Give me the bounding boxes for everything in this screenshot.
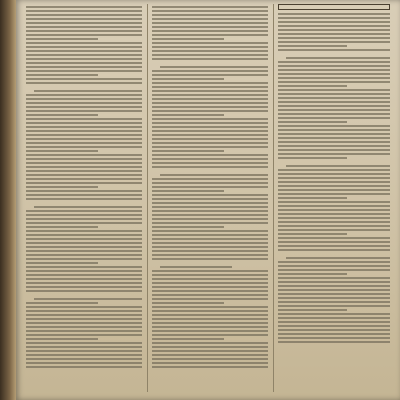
text-line xyxy=(26,234,142,236)
text-line xyxy=(278,217,390,219)
text-line xyxy=(26,70,142,72)
text-line xyxy=(26,122,142,124)
text-line xyxy=(152,42,268,44)
text-line xyxy=(278,209,390,211)
text-line xyxy=(278,197,347,199)
text-line xyxy=(152,298,268,300)
text-line xyxy=(278,13,390,15)
text-line xyxy=(278,117,390,119)
text-line xyxy=(26,118,142,120)
text-line xyxy=(278,109,390,111)
text-line xyxy=(278,265,390,267)
text-line xyxy=(278,85,347,87)
text-line xyxy=(152,38,224,40)
text-line xyxy=(26,254,142,256)
newspaper-page xyxy=(16,0,400,400)
text-line xyxy=(26,186,98,188)
text-line xyxy=(26,18,142,20)
text-line xyxy=(278,177,390,179)
text-line xyxy=(152,254,268,256)
text-line xyxy=(278,309,347,311)
text-line xyxy=(26,354,142,356)
text-line xyxy=(278,185,390,187)
text-line xyxy=(152,130,268,132)
text-line xyxy=(26,362,142,364)
text-line xyxy=(278,297,390,299)
text-line xyxy=(152,310,268,312)
text-line xyxy=(278,137,390,139)
text-line xyxy=(26,58,142,60)
column-1-illegible-text xyxy=(26,6,142,368)
text-line xyxy=(278,81,390,83)
text-line xyxy=(278,293,390,295)
text-line xyxy=(278,225,390,227)
text-line xyxy=(152,322,268,324)
text-line xyxy=(26,150,98,152)
text-line xyxy=(278,157,347,159)
text-line xyxy=(152,258,268,260)
text-line xyxy=(152,178,268,180)
text-line xyxy=(26,38,98,40)
text-line xyxy=(26,138,142,140)
text-line xyxy=(26,258,142,260)
text-line xyxy=(26,358,142,360)
text-line xyxy=(278,305,390,307)
text-line xyxy=(152,134,268,136)
text-line xyxy=(152,282,268,284)
text-line xyxy=(26,82,142,84)
text-line xyxy=(278,313,390,315)
text-line xyxy=(278,169,390,171)
text-line xyxy=(26,166,142,168)
text-line xyxy=(26,154,142,156)
text-line xyxy=(26,270,142,272)
text-line xyxy=(152,126,268,128)
text-line xyxy=(152,154,268,156)
text-line xyxy=(278,105,390,107)
text-line xyxy=(26,238,142,240)
text-line xyxy=(26,146,142,148)
text-line xyxy=(152,30,268,32)
text-line xyxy=(278,221,390,223)
column-3-illegible-text xyxy=(278,13,390,343)
text-line xyxy=(278,133,390,135)
text-line xyxy=(26,278,142,280)
text-line xyxy=(152,306,268,308)
text-line xyxy=(26,266,142,268)
text-line xyxy=(26,222,142,224)
text-line xyxy=(278,237,390,239)
text-line xyxy=(152,122,268,124)
text-line xyxy=(160,174,268,176)
text-line xyxy=(26,6,142,8)
text-line xyxy=(152,162,268,164)
text-line xyxy=(152,206,268,208)
text-line xyxy=(278,25,390,27)
text-line xyxy=(26,366,142,368)
text-line xyxy=(26,250,142,252)
text-line xyxy=(152,34,268,36)
text-line xyxy=(34,298,142,300)
text-line xyxy=(152,194,268,196)
text-line xyxy=(278,285,390,287)
text-line xyxy=(26,230,142,232)
text-line xyxy=(26,290,142,292)
text-line xyxy=(26,22,142,24)
text-line xyxy=(152,202,268,204)
text-line xyxy=(152,366,268,368)
text-line xyxy=(278,101,390,103)
text-line xyxy=(152,74,268,76)
text-line xyxy=(152,10,268,12)
text-line xyxy=(152,114,224,116)
text-line xyxy=(278,37,390,39)
text-line xyxy=(26,190,142,192)
text-line xyxy=(152,166,268,168)
text-line xyxy=(278,173,390,175)
text-line xyxy=(278,229,390,231)
text-line xyxy=(160,66,268,68)
column-rule xyxy=(147,4,148,392)
text-line xyxy=(26,242,142,244)
text-line xyxy=(26,98,142,100)
text-line xyxy=(152,214,268,216)
text-line xyxy=(26,274,142,276)
text-line xyxy=(152,342,268,344)
text-line xyxy=(278,233,347,235)
text-line xyxy=(26,262,98,264)
text-line xyxy=(278,149,390,151)
text-line xyxy=(152,6,268,8)
text-line xyxy=(26,30,142,32)
text-line xyxy=(278,189,390,191)
text-line xyxy=(26,338,98,340)
text-line xyxy=(160,266,232,268)
text-line xyxy=(152,138,268,140)
text-line xyxy=(152,302,224,304)
text-line xyxy=(26,126,142,128)
text-line xyxy=(26,310,142,312)
text-line xyxy=(152,294,268,296)
text-line xyxy=(152,78,224,80)
text-line xyxy=(26,66,142,68)
text-line xyxy=(152,238,268,240)
text-line xyxy=(152,14,268,16)
text-line xyxy=(278,121,347,123)
text-line xyxy=(152,278,268,280)
text-line xyxy=(278,289,390,291)
text-line xyxy=(26,34,142,36)
text-line xyxy=(152,290,268,292)
text-line xyxy=(152,106,268,108)
text-line xyxy=(152,226,224,228)
text-line xyxy=(278,77,390,79)
text-line xyxy=(26,326,142,328)
text-line xyxy=(152,86,268,88)
text-line xyxy=(26,134,142,136)
text-line xyxy=(26,162,142,164)
text-line xyxy=(152,218,268,220)
text-line xyxy=(278,113,390,115)
text-line xyxy=(26,46,142,48)
text-line xyxy=(278,93,390,95)
text-line xyxy=(26,322,142,324)
left-page-edge xyxy=(0,0,16,400)
text-line xyxy=(26,110,142,112)
text-line xyxy=(286,57,390,59)
text-line xyxy=(152,118,268,120)
text-line xyxy=(278,45,347,47)
text-line xyxy=(26,314,142,316)
what-in-a-name-box xyxy=(278,4,390,10)
text-line xyxy=(26,286,142,288)
text-line xyxy=(26,14,142,16)
column-1 xyxy=(26,4,142,392)
column-2-illegible-text xyxy=(152,6,268,368)
text-line xyxy=(26,106,142,108)
text-line xyxy=(278,97,390,99)
text-line xyxy=(278,61,390,63)
text-line xyxy=(278,89,390,91)
column-3 xyxy=(278,4,390,392)
text-line xyxy=(26,246,142,248)
text-line xyxy=(278,245,390,247)
text-line xyxy=(278,281,390,283)
text-line xyxy=(152,230,268,232)
text-line xyxy=(26,54,142,56)
text-line xyxy=(278,301,390,303)
text-line xyxy=(286,257,390,259)
text-line xyxy=(278,21,390,23)
text-line xyxy=(152,334,268,336)
text-line xyxy=(278,73,390,75)
text-line xyxy=(26,142,142,144)
text-line xyxy=(152,314,268,316)
text-line xyxy=(152,222,268,224)
text-line xyxy=(152,338,224,340)
text-line xyxy=(152,58,268,60)
text-line xyxy=(26,282,142,284)
text-line xyxy=(152,246,268,248)
text-line xyxy=(152,242,268,244)
text-line xyxy=(152,210,268,212)
text-line xyxy=(152,326,268,328)
text-line xyxy=(278,141,390,143)
text-line xyxy=(26,194,142,196)
text-line xyxy=(152,46,268,48)
text-line xyxy=(26,306,142,308)
text-line xyxy=(26,50,142,52)
text-line xyxy=(152,82,268,84)
text-line xyxy=(152,358,268,360)
text-line xyxy=(278,41,390,43)
text-line xyxy=(26,330,142,332)
text-line xyxy=(278,193,390,195)
text-line xyxy=(26,318,142,320)
text-line xyxy=(152,286,268,288)
text-line xyxy=(26,114,98,116)
text-line xyxy=(152,182,268,184)
text-line xyxy=(26,62,142,64)
column-2 xyxy=(152,4,268,392)
text-line xyxy=(26,26,142,28)
text-line xyxy=(278,145,390,147)
column-rule xyxy=(273,4,274,392)
text-line xyxy=(278,321,390,323)
text-line xyxy=(26,226,98,228)
text-line xyxy=(26,158,142,160)
text-line xyxy=(152,98,268,100)
text-line xyxy=(152,362,268,364)
text-line xyxy=(26,182,142,184)
text-line xyxy=(152,270,268,272)
text-line xyxy=(278,277,390,279)
text-line xyxy=(26,170,142,172)
text-line xyxy=(278,17,390,19)
text-line xyxy=(26,74,98,76)
text-line xyxy=(278,33,390,35)
text-line xyxy=(278,269,390,271)
text-line xyxy=(152,146,268,148)
text-line xyxy=(278,69,390,71)
text-line xyxy=(278,341,390,343)
text-line xyxy=(152,18,268,20)
text-line xyxy=(278,325,390,327)
text-line xyxy=(278,213,390,215)
text-line xyxy=(286,165,390,167)
text-line xyxy=(278,337,390,339)
text-line xyxy=(26,102,142,104)
text-line xyxy=(152,150,224,152)
text-line xyxy=(152,186,268,188)
text-line xyxy=(34,206,142,208)
text-line xyxy=(152,234,268,236)
text-line xyxy=(152,142,268,144)
text-line xyxy=(26,198,142,200)
text-line xyxy=(26,78,142,80)
text-line xyxy=(278,49,390,51)
text-line xyxy=(152,158,268,160)
text-line xyxy=(152,22,268,24)
text-line xyxy=(278,205,390,207)
text-line xyxy=(278,261,390,263)
text-line xyxy=(26,346,142,348)
text-line xyxy=(152,350,268,352)
text-line xyxy=(26,214,142,216)
text-line xyxy=(152,110,268,112)
text-line xyxy=(152,70,268,72)
text-line xyxy=(152,318,268,320)
text-line xyxy=(152,274,268,276)
text-line xyxy=(278,201,390,203)
text-line xyxy=(26,342,142,344)
text-line xyxy=(152,190,224,192)
text-line xyxy=(278,125,390,127)
text-line xyxy=(278,249,390,251)
text-line xyxy=(26,302,98,304)
text-line xyxy=(152,50,268,52)
text-line xyxy=(152,94,268,96)
text-line xyxy=(152,90,268,92)
text-line xyxy=(278,317,390,319)
text-line xyxy=(278,333,390,335)
text-line xyxy=(152,102,268,104)
text-line xyxy=(26,42,142,44)
text-line xyxy=(26,174,142,176)
text-line xyxy=(278,29,390,31)
text-line xyxy=(34,90,142,92)
text-line xyxy=(278,153,390,155)
text-line xyxy=(152,198,268,200)
text-line xyxy=(26,210,142,212)
text-line xyxy=(152,26,268,28)
text-line xyxy=(26,334,142,336)
text-line xyxy=(26,94,142,96)
text-line xyxy=(152,54,268,56)
text-line xyxy=(152,354,268,356)
text-line xyxy=(26,218,142,220)
text-line xyxy=(26,178,142,180)
text-line xyxy=(278,181,390,183)
text-line xyxy=(278,129,390,131)
text-line xyxy=(278,241,390,243)
text-line xyxy=(26,130,142,132)
text-line xyxy=(278,273,347,275)
text-line xyxy=(26,350,142,352)
text-line xyxy=(152,250,268,252)
text-line xyxy=(26,10,142,12)
text-line xyxy=(152,330,268,332)
text-line xyxy=(152,346,268,348)
text-line xyxy=(278,329,390,331)
text-line xyxy=(278,65,390,67)
